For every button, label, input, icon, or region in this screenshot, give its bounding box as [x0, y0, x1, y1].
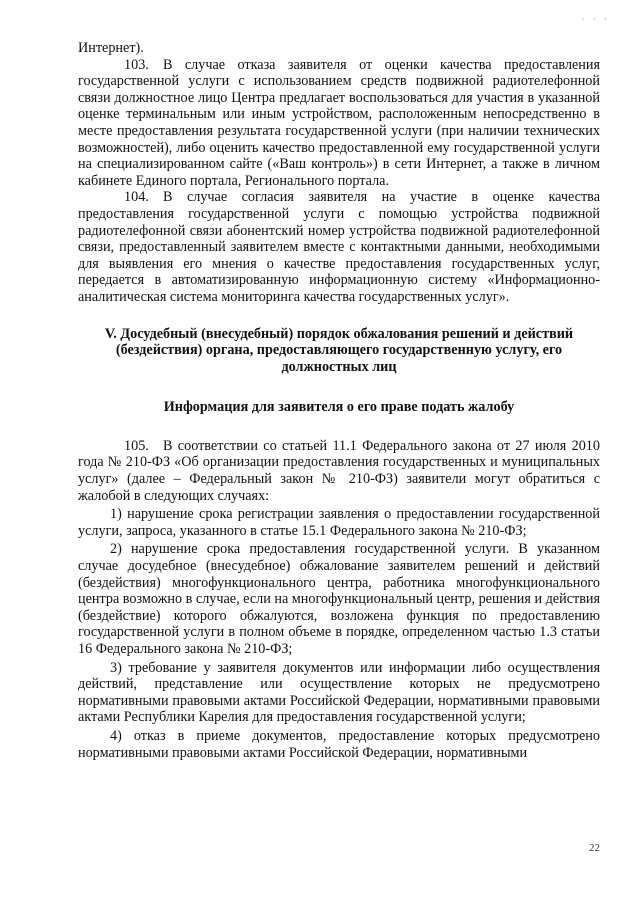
scan-mark: · · · — [581, 14, 610, 24]
list-item-2: 2) нарушение срока предоставления государственной услуги. В указанном случае досудебное (внесудебное) обжалование заявителем решений и действий (бездействия) многофункционального центра, работника многофункционального центра возможно в случае, если на многофункциональный центр, решения и действия (бездействие) которого обжалуются, возложена функция по предоставлению государственной услуги в полном объеме в порядке, определенном частью 1.3 статьи 16 Федерального закона № 210-ФЗ; — [78, 541, 601, 657]
paragraph-103: 103. В случае отказа заявителя от оценки качества предоставления государственной услуги с использованием средств подвижной радиотелефонной связи должностное лицо Центра предлагает воспользоваться для участия в указанной оценке терминальным или иным устройством, расположенным непосредственно в месте предоставления результата государственной услуги (при наличии технических возможностей), либо оценить качество предоставленной ему государственной услуги на специализированном сайте («Ваш контроль») в сети Интернет, а также в личном кабинете Единого портала, Регионального портала. — [78, 56, 600, 189]
list-item-3: 3) требование у заявителя документов или информации либо осуществления действий, представление или осуществление которых не предусмотрено нормативными правовыми актами Российской Федерации, нормативными правовыми актами Республики Карелия для предоставления государственной услуги; — [78, 659, 600, 726]
document-body — [78, 40, 600, 761]
section-heading: V. Досудебный (внесудебный) порядок обжалования решений и действий (бездействия) органа, предоставляющего государственную услугу, его должностных лиц — [104, 325, 574, 375]
page-number: 22 — [589, 842, 600, 854]
paragraph-105: 105. В соответствии со статьей 11.1 Федерального закона от 27 июля 2010 года № 210-ФЗ «Об организации предоставления государственных и муниципальных услуг» (далее – Федеральный закон № 210-ФЗ) заявители могут обратиться с жалобой в следующих случаях: — [78, 437, 600, 504]
paragraph-continuation: Интернет). — [78, 40, 144, 56]
subsection-heading: Информация для заявителя о его праве подать жалобу — [163, 399, 515, 416]
list-item-1: 1) нарушение срока регистрации заявления о предоставлении государственной услуги, запроса, указанного в статье 15.1 Федерального закона № 210-ФЗ; — [78, 506, 600, 539]
list-item-4: 4) отказ в приеме документов, предоставление которых предусмотрено нормативными правовыми актами Российской Федерации, нормативными — [78, 727, 600, 761]
paragraph-104: 104. В случае согласия заявителя на участие в оценке качества предоставления государственной услуги с помощью устройства подвижной радиотелефонной связи абонентский номер устройства подвижной радиотелефонной связи, предоставленный заявителем вместе с контактными данными, необходимыми для выявления его мнения о качестве предоставления государственных услуг, передается в автоматизированную информационную систему «Информационно-аналитическая система мониторинга качества государственных услуг». — [78, 189, 600, 305]
